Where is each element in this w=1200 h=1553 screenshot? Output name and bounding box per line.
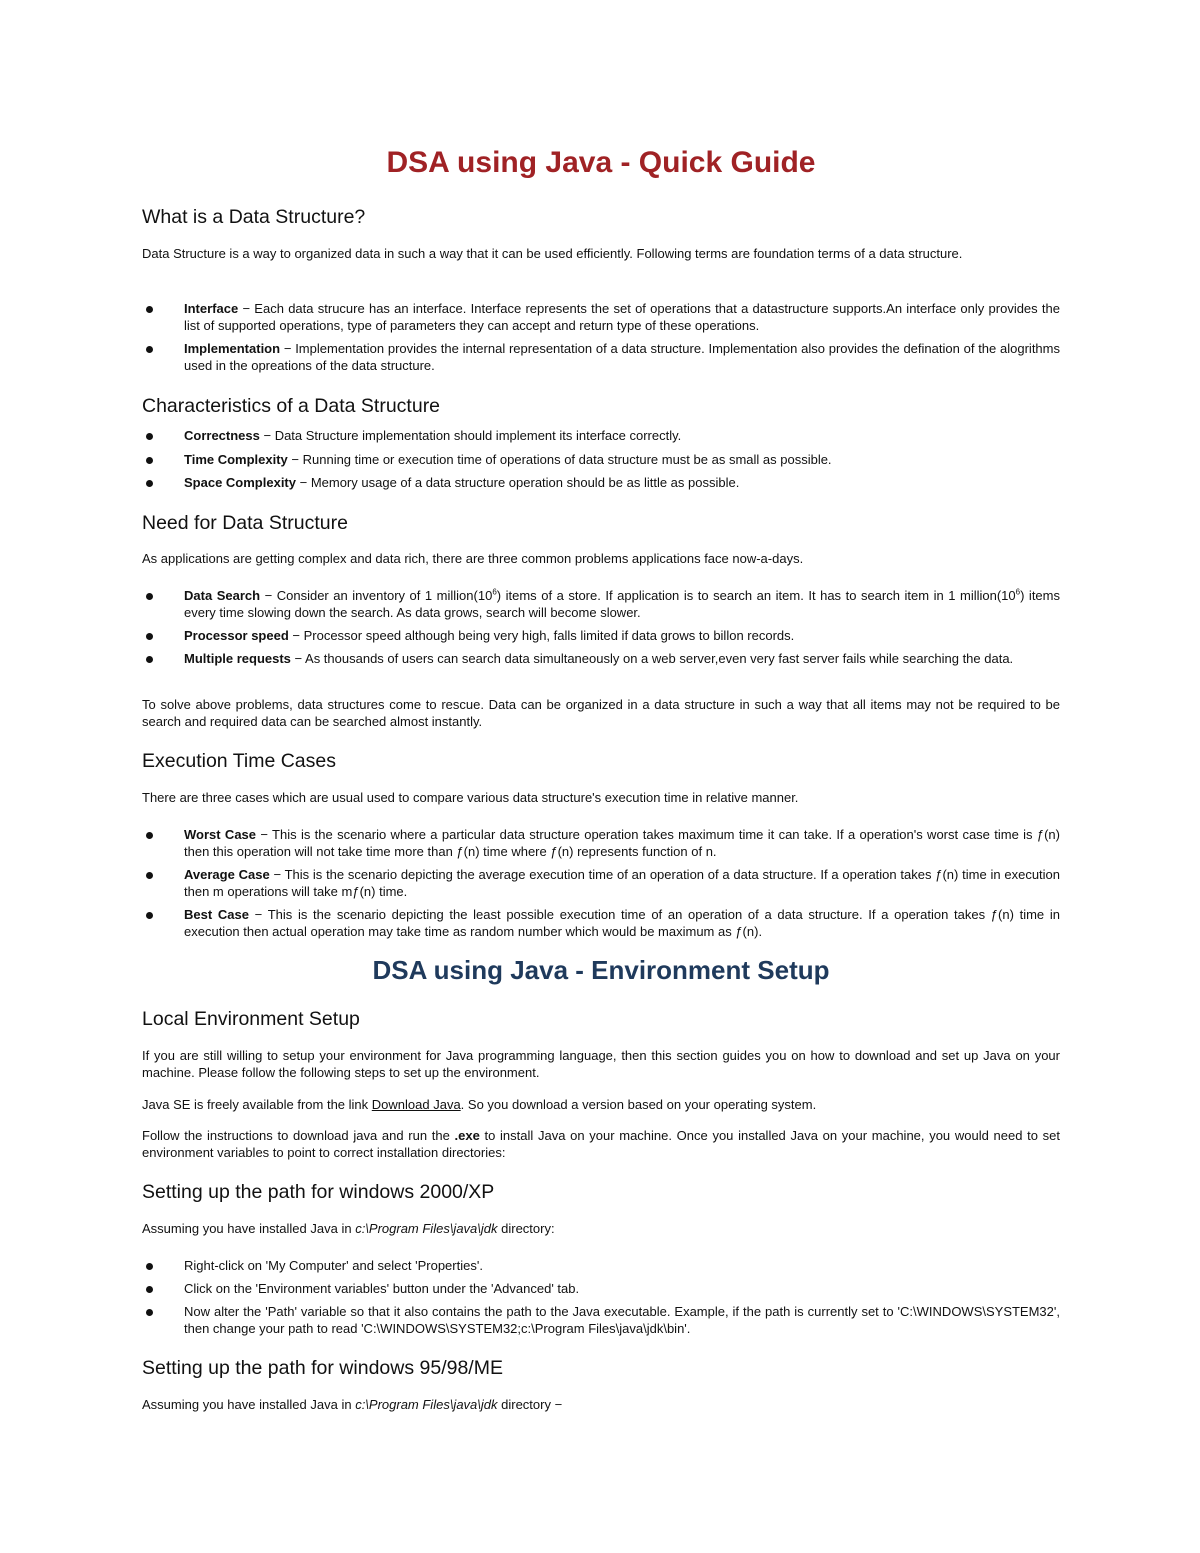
section-heading-what: What is a Data Structure? [142,206,366,228]
paragraph-what-intro: Data Structure is a way to organized data in such a way that it can be used efficiently. Following terms are foundation terms of a data structure. [142,246,963,261]
bullet-icon [146,633,153,640]
term-label: Processor speed [184,628,289,643]
section-heading-characteristics: Characteristics of a Data Structure [142,395,441,417]
bullet-icon [146,480,153,487]
list-item [142,826,1060,860]
section-heading-cases: Execution Time Cases [142,750,337,772]
bullet-icon [146,433,153,440]
download-java-link[interactable]: Download Java [371,1097,461,1112]
list-item [142,627,1060,644]
paragraph-local-1: If you are still willing to setup your environment for Java programming language, then this section guides you on how to download and set up Java on your machine. Please follow the following steps to set up the environment. [142,1048,1060,1080]
term-description: − Implementation provides the internal representation of a data structure. Implementation also provides the defination of the alogrithms used in the opreations of the data structure. [184,341,1060,373]
list-item: Click on the 'Environment variables' button under the 'Advanced' tab. [142,1280,1060,1297]
list-item: Right-click on 'My Computer' and select 'Properties'. [142,1257,1060,1274]
list-item: Data Search − Consider an inventory of 1 $million(10^6)$ items of a store. If application is to search an item. It has to search item in 1 $million(10^6)$ items every time slowing down the search. As data grows, search will become slower. [142,587,1060,621]
env-setup-title: DSA using Java - Environment Setup [372,955,830,985]
list-item: Now alter the 'Path' variable so that it also contains the path to the Java executable. Example, if the path is currently set to 'C:\WINDOWS\SYSTEM32', then change your path to read 'C:\WINDOWS\SYSTEM32;c:\Program Files\java\jdk\bin'. [142,1303,1060,1337]
paragraph-win2000-intro: Assuming you have installed Java in c:\Program Files\java\jdk directory: [142,1221,555,1236]
paragraph-local-3: Follow the instructions to download java and run the .exe to install Java on your machine. Once you installed Java on your machine, you would need to set environment variables to point to correct installation directories: [142,1128,1060,1160]
bullet-icon [146,912,153,919]
bullet-icon [146,593,153,600]
term-description: − Data Structure implementation should implement its interface correctly. [259,428,682,443]
list-item [142,340,1060,374]
term-description: − This is the scenario where a particular data structure operation takes maximum time it can take. If a operation's worst case time is ƒ(n) then this operation will not take time more than ƒ(n) time where ƒ(n) represents function of n. [184,827,1060,859]
bullet-icon [146,832,153,839]
term-label: Multiple requests [184,651,291,666]
bullet-icon [146,1309,153,1316]
list-item [142,451,1060,468]
list-item [142,866,1060,900]
bullet-icon [146,1286,153,1293]
term-label: Data Search [184,588,261,603]
bullet-icon [146,1263,153,1270]
bullet-icon [146,457,153,464]
section-heading-local: Local Environment Setup [142,1008,360,1030]
paragraph-win95-intro: Assuming you have installed Java in c:\Program Files\java\jdk directory − [142,1397,563,1412]
term-label: Time Complexity [184,452,288,467]
term-description: − Processor speed although being very high, falls limited if data grows to billon records. [288,628,795,643]
term-description: − This is the scenario depicting the average execution time of an operation of a data structure. If a operation takes ƒ(n) time in execution then m operations will take mƒ(n) time. [184,867,1061,899]
term-label: Best Case [184,907,249,922]
page-title: DSA using Java - Quick Guide [386,146,816,179]
term-description: − Memory usage of a data structure operation should be as little as possible. [296,475,740,490]
term-label: Implementation [184,341,281,356]
term-label: Correctness [184,428,260,443]
paragraph-cases-intro: There are three cases which are usual used to compare various data structure's execution time in relative manner. [142,790,799,805]
term-label: Worst Case [184,827,257,842]
term-description: − As thousands of users can search data simultaneously on a web server,even very fast server fails while searching the data. [290,651,1014,666]
list-item [142,427,1060,444]
term-description: − Each data strucure has an interface. Interface represents the set of operations that a datastructure supports.An interface only provides the list of supported operations, type of parameters they can accept and return type of these operations. [184,301,1060,333]
term-label: Space Complexity [184,475,296,490]
paragraph-need-outro: To solve above problems, data structures come to rescue. Data can be organized in a data structure in such a way that all items may not be required to be search and required data can be searched almost instantly. [142,697,1060,729]
section-heading-need: Need for Data Structure [142,512,348,534]
section-heading-win95: Setting up the path for windows 95/98/ME [142,1357,503,1379]
list-item [142,474,1060,491]
bullet-icon [146,346,153,353]
term-label: Interface [184,301,239,316]
list-item [142,906,1060,940]
bullet-icon [146,306,153,313]
bullet-icon [146,656,153,663]
term-description: − This is the scenario depicting the least possible execution time of an operation of a data structure. If a operation takes ƒ(n) time in execution then actual operation may take time as random number which would be maximum as ƒ(n). [184,907,1060,939]
list-item [142,300,1060,334]
section-heading-win2000: Setting up the path for windows 2000/XP [142,1181,495,1203]
paragraph-local-2: Java SE is freely available from the link Download Java. So you download a version based on your operating system. [142,1097,817,1112]
bullet-icon [146,872,153,879]
list-item [142,650,1060,667]
term-description: − Running time or execution time of operations of data structure must be as small as possible. [287,452,832,467]
paragraph-need-intro: As applications are getting complex and data rich, there are three common problems applications face now-a-days. [142,551,804,566]
term-label: Average Case [184,867,270,882]
